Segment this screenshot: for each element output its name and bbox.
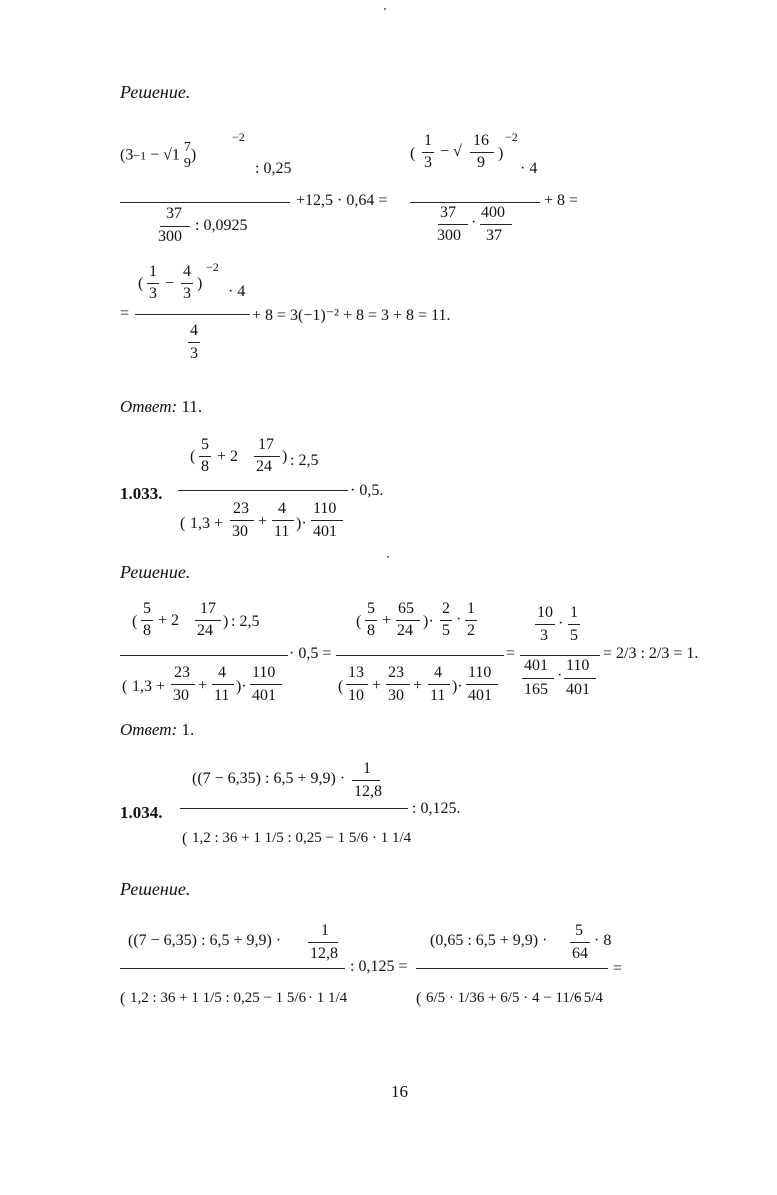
sol3-right-frac-bar [570, 942, 590, 943]
sol2-md-e-num: 110 [468, 664, 492, 681]
sol1-right-den-b-bar [480, 224, 512, 225]
p1034-den-tail: · 1 1/4 [372, 830, 412, 846]
sol2-l-d-c-den: 11 [214, 687, 230, 704]
sol1-right-end: + 8 = [544, 192, 579, 209]
sol1-line2-den-den: 3 [190, 345, 198, 362]
sol2-m-c-bar [440, 620, 452, 621]
p1033-plus: + 2 [217, 448, 239, 465]
sol3-left-num: ((7 − 6,35) : 6,5 + 9,9) · [128, 932, 282, 949]
sol2-m-a-num: 5 [367, 600, 375, 617]
sol1-right-sqrt-den: 9 [477, 154, 485, 171]
sol1-line2-eq: = [120, 305, 130, 322]
sol2-md-c-den: 11 [430, 687, 446, 704]
sol3-right-num-tail: · 8 [594, 932, 612, 949]
sol2-m-b-bar [396, 620, 420, 621]
p1033-d-c-num: 4 [278, 500, 286, 517]
problem-number-1034: 1.034. [120, 803, 163, 822]
sol2-m-b-num: 65 [398, 600, 414, 617]
p1033-na-bar [199, 456, 211, 457]
sol1-line2-minus: − [165, 275, 175, 292]
sol2-l-d-b-bar [171, 684, 195, 685]
sol1-right-f1-bar [422, 152, 434, 153]
p1033-na-num: 5 [201, 436, 209, 453]
answer-value: 1. [181, 720, 195, 739]
sol3-right-den-open: ( [416, 990, 422, 1007]
sol1-right-power: −2 [505, 130, 518, 144]
sol1-left-power: −2 [232, 130, 245, 144]
sol1-right-f1-den: 3 [424, 154, 432, 171]
sol1-left-fraction-bar [120, 202, 290, 203]
sol2-m-close: )· [423, 613, 434, 630]
sol3-right-bar [416, 968, 608, 969]
p1033-d-b-bar [230, 520, 254, 521]
p1033-nb-bar [254, 456, 280, 457]
sol1-right-den-b-den: 37 [486, 227, 502, 244]
sol3-right-frac-den: 64 [572, 945, 588, 962]
sol1-right-den-dot: · [471, 214, 477, 231]
sol1-line2-f2-den: 3 [183, 285, 191, 302]
sol2-l-b-den: 24 [197, 622, 213, 639]
solution-label-3: Решение. [120, 879, 191, 899]
sol2-md-b-bar [386, 684, 410, 685]
answer-label: Ответ: [120, 397, 178, 416]
p1033-d-c-den: 11 [274, 523, 290, 540]
sol2-md-a-num: 13 [348, 664, 364, 681]
sol2-l-d-b-den: 30 [173, 687, 189, 704]
sol2-m-d-open: ( [338, 678, 344, 695]
sol3-right-frac-num: 5 [575, 922, 583, 939]
sol2-l-d-plus: + [198, 677, 208, 694]
sol3-left-bar [120, 968, 345, 969]
sol2-m-c-num: 2 [442, 600, 450, 617]
sol1-left-den-tail: : 0,0925 [195, 217, 248, 234]
sol2-md-c-num: 4 [434, 664, 442, 681]
answer-label: Ответ: [120, 720, 178, 739]
p1033-d-a: 1,3 + [190, 515, 224, 532]
sol1-left-numerator: (3−1 − √1 7 9) [120, 140, 197, 171]
p1034-tail: : 0,125. [412, 800, 461, 817]
p1033-ntail: : 2,5 [290, 452, 319, 469]
sol2-m-open: ( [356, 613, 362, 630]
sol3-left-frac-den: 12,8 [310, 945, 338, 962]
sol2-m-a-den: 8 [367, 622, 375, 639]
problem-number-1033: 1.033. [120, 484, 163, 503]
answer-value: 11. [181, 397, 203, 416]
sol3-left-frac-num: 1 [321, 922, 329, 939]
sol2-m-c-den: 5 [442, 622, 450, 639]
sol1-right-fraction-bar [410, 202, 540, 203]
sol2-l-a-num: 5 [143, 600, 151, 617]
p1033-tail: · 0,5. [350, 482, 384, 499]
sol2-r-a-bar [535, 624, 555, 625]
sol3-left-den: 1,2 : 36 + 1 1/5 : 0,25 − 1 5/6 [130, 990, 307, 1006]
sol2-r-b-bar [568, 624, 580, 625]
p1033-d-e-den: 401 [313, 523, 337, 540]
sol1-right-sqrt-num: 16 [473, 132, 489, 149]
p1033-d-plus: + [258, 513, 268, 530]
sol1-left-den-num: 37 [166, 205, 182, 222]
sol1-line2-mul: · 4 [228, 283, 246, 300]
sol3-right-den: 6/5 · 1/36 + 6/5 · 4 − 11/6 [426, 990, 582, 1006]
solution-label-2: Решение. [120, 562, 191, 582]
p1033-nb-den: 24 [256, 458, 272, 475]
p1034-den: 1,2 : 36 + 1 1/5 : 0,25 − 1 5/6 [192, 830, 369, 846]
p1033-na-den: 8 [201, 458, 209, 475]
sol2-r-c-num: 401 [524, 657, 548, 674]
sol2-m-d-bar [465, 620, 477, 621]
sol1-line2-rest: + 8 = 3(−1)⁻² + 8 = 3 + 8 = 11. [252, 307, 451, 324]
sol2-m-d-den: 2 [467, 622, 475, 639]
sol1-right-f1-num: 1 [424, 132, 432, 149]
sol1-left-den-bar [160, 226, 190, 227]
sol2-r-b-num: 1 [570, 604, 578, 621]
sol1-right-den-a-bar [438, 224, 468, 225]
sol2-r-a-num: 10 [537, 604, 553, 621]
sol2-md-b-num: 23 [388, 664, 404, 681]
sol2-r-bar [520, 655, 600, 656]
p1034-num-frac-den: 12,8 [354, 783, 382, 800]
scan-speck [384, 8, 386, 10]
p1034-num-frac-num: 1 [363, 760, 371, 777]
sol2-l-a-bar [141, 620, 153, 621]
scan-speck [387, 556, 389, 558]
page-number: 16 [391, 1082, 408, 1101]
sol2-l-b-num: 17 [200, 600, 216, 617]
sol1-right-close: ) [498, 145, 504, 162]
sol1-right-minus-sqrt: − √ [440, 143, 462, 160]
sol2-m-bar [336, 655, 504, 656]
sol2-m-a-bar [365, 620, 377, 621]
sol1-left-colon: : 0,25 [255, 160, 292, 177]
sol2-r-d-den: 401 [566, 681, 590, 698]
sol2-l-d-c-num: 4 [218, 664, 226, 681]
sol2-l-a-den: 8 [143, 622, 151, 639]
p1033-d-open: ( [180, 515, 186, 532]
sol3-left-frac-bar [308, 942, 338, 943]
p1033-main-bar [178, 490, 348, 491]
sol1-line2-f1-bar [147, 283, 159, 284]
sol1-right-sqrt-bar [470, 152, 494, 153]
sol2-r-c-den: 165 [524, 681, 548, 698]
sol2-l-close: ) [223, 613, 229, 630]
sol2-l-d-close: )· [236, 678, 247, 695]
sol1-line2-bar [135, 314, 250, 315]
sol1-right-open: ( [410, 145, 416, 162]
sol2-md-plus1: + [372, 677, 382, 694]
sol2-m-d-num: 1 [467, 600, 475, 617]
sol2-md-a-bar [346, 684, 368, 685]
p1033-d-c-bar [272, 520, 294, 521]
sol2-r-d-bar [564, 678, 596, 679]
sol2-md-e-den: 401 [468, 687, 492, 704]
p1033-d-e-num: 110 [313, 500, 337, 517]
sol3-left-den-open: ( [120, 990, 126, 1007]
sol1-line2-open: ( [138, 275, 144, 292]
sol2-l-d-a: 1,3 + [132, 678, 166, 695]
p1034-num: ((7 − 6,35) : 6,5 + 9,9) · [192, 770, 346, 787]
p1034-main-bar [180, 808, 408, 809]
sol2-md-c-bar [428, 684, 450, 685]
sol2-m-b-den: 24 [397, 622, 413, 639]
sol3-end: = [613, 960, 623, 977]
sol1-line2-den-num: 4 [190, 322, 198, 339]
sol2-l-d-e-den: 401 [252, 687, 276, 704]
sol2-l-bar [120, 655, 288, 656]
sol1-right-den-b-num: 400 [481, 204, 505, 221]
sol1-mid: +12,5 · 0,64 = [296, 192, 388, 209]
sol2-l-d-e-num: 110 [252, 664, 276, 681]
sol1-line2-f2-num: 4 [183, 263, 191, 280]
sol1-line2-f1-den: 3 [149, 285, 157, 302]
sol1-left-den-den: 300 [158, 228, 182, 245]
p1033-nb-num: 17 [258, 436, 274, 453]
sol1-right-tail: · 4 [520, 160, 538, 177]
sol2-l-open: ( [132, 613, 138, 630]
sol3-right-num: (0,65 : 6,5 + 9,9) · [430, 932, 548, 949]
sol3-left-den-tail: · 1 1/4 [308, 990, 348, 1006]
p1033-close: ) [282, 448, 288, 465]
sol1-line2-f1-num: 1 [149, 263, 157, 280]
p1033-d-b-den: 30 [232, 523, 248, 540]
sol2-final: = 2/3 : 2/3 = 1. [603, 645, 699, 662]
sol2-r-d-num: 110 [566, 657, 590, 674]
sol2-md-a-den: 10 [348, 687, 364, 704]
sol2-md-b-den: 30 [388, 687, 404, 704]
sol2-l-d-b-num: 23 [174, 664, 190, 681]
sol2-l-d-open: ( [122, 678, 128, 695]
sol1-line2-close: ) [197, 275, 203, 292]
p1034-den-open: ( [182, 830, 188, 847]
sol1-right-den-a-num: 37 [440, 204, 456, 221]
p1033-d-b-num: 23 [233, 500, 249, 517]
sol1-line2-den-bar [188, 342, 200, 343]
sol3-right-den-tail: · 5/4 [575, 990, 603, 1006]
sol3-mid: : 0,125 = [350, 958, 408, 975]
p1034-num-frac-bar [352, 780, 380, 781]
sol2-r-b-den: 5 [570, 627, 578, 644]
sol2-r-dot2: · [557, 667, 563, 684]
p1033-open: ( [190, 448, 196, 465]
sol2-l-b-bar [195, 620, 221, 621]
sol2-md-plus2: + [413, 677, 423, 694]
answer-1 [120, 397, 202, 417]
sol2-l-plus: + 2 [158, 612, 180, 629]
sol2-r-a-den: 3 [540, 627, 548, 644]
sol2-eq2: = [506, 645, 516, 662]
sol2-md-close: )· [452, 678, 463, 695]
sol2-l-d-c-bar [212, 684, 234, 685]
p1033-d-e-bar [311, 520, 343, 521]
sol2-l-tail: : 2,5 [231, 613, 260, 630]
solution-label-1: Решение. [120, 82, 191, 102]
p1033-d-close: )· [296, 515, 307, 532]
sol1-line2-power: −2 [206, 260, 219, 274]
sol2-m-dot: · [456, 611, 462, 628]
sol2-md-e-bar [466, 684, 498, 685]
sol2-r-c-bar [522, 678, 554, 679]
sol2-eq1-tail: · 0,5 = [289, 645, 332, 662]
sol1-right-den-a-den: 300 [437, 227, 461, 244]
answer-2 [120, 720, 194, 740]
sol2-l-d-e-bar [250, 684, 282, 685]
sol1-line2-f2-bar [181, 283, 193, 284]
sol2-m-plus: + [382, 612, 392, 629]
sol2-r-dot1: · [558, 615, 564, 632]
